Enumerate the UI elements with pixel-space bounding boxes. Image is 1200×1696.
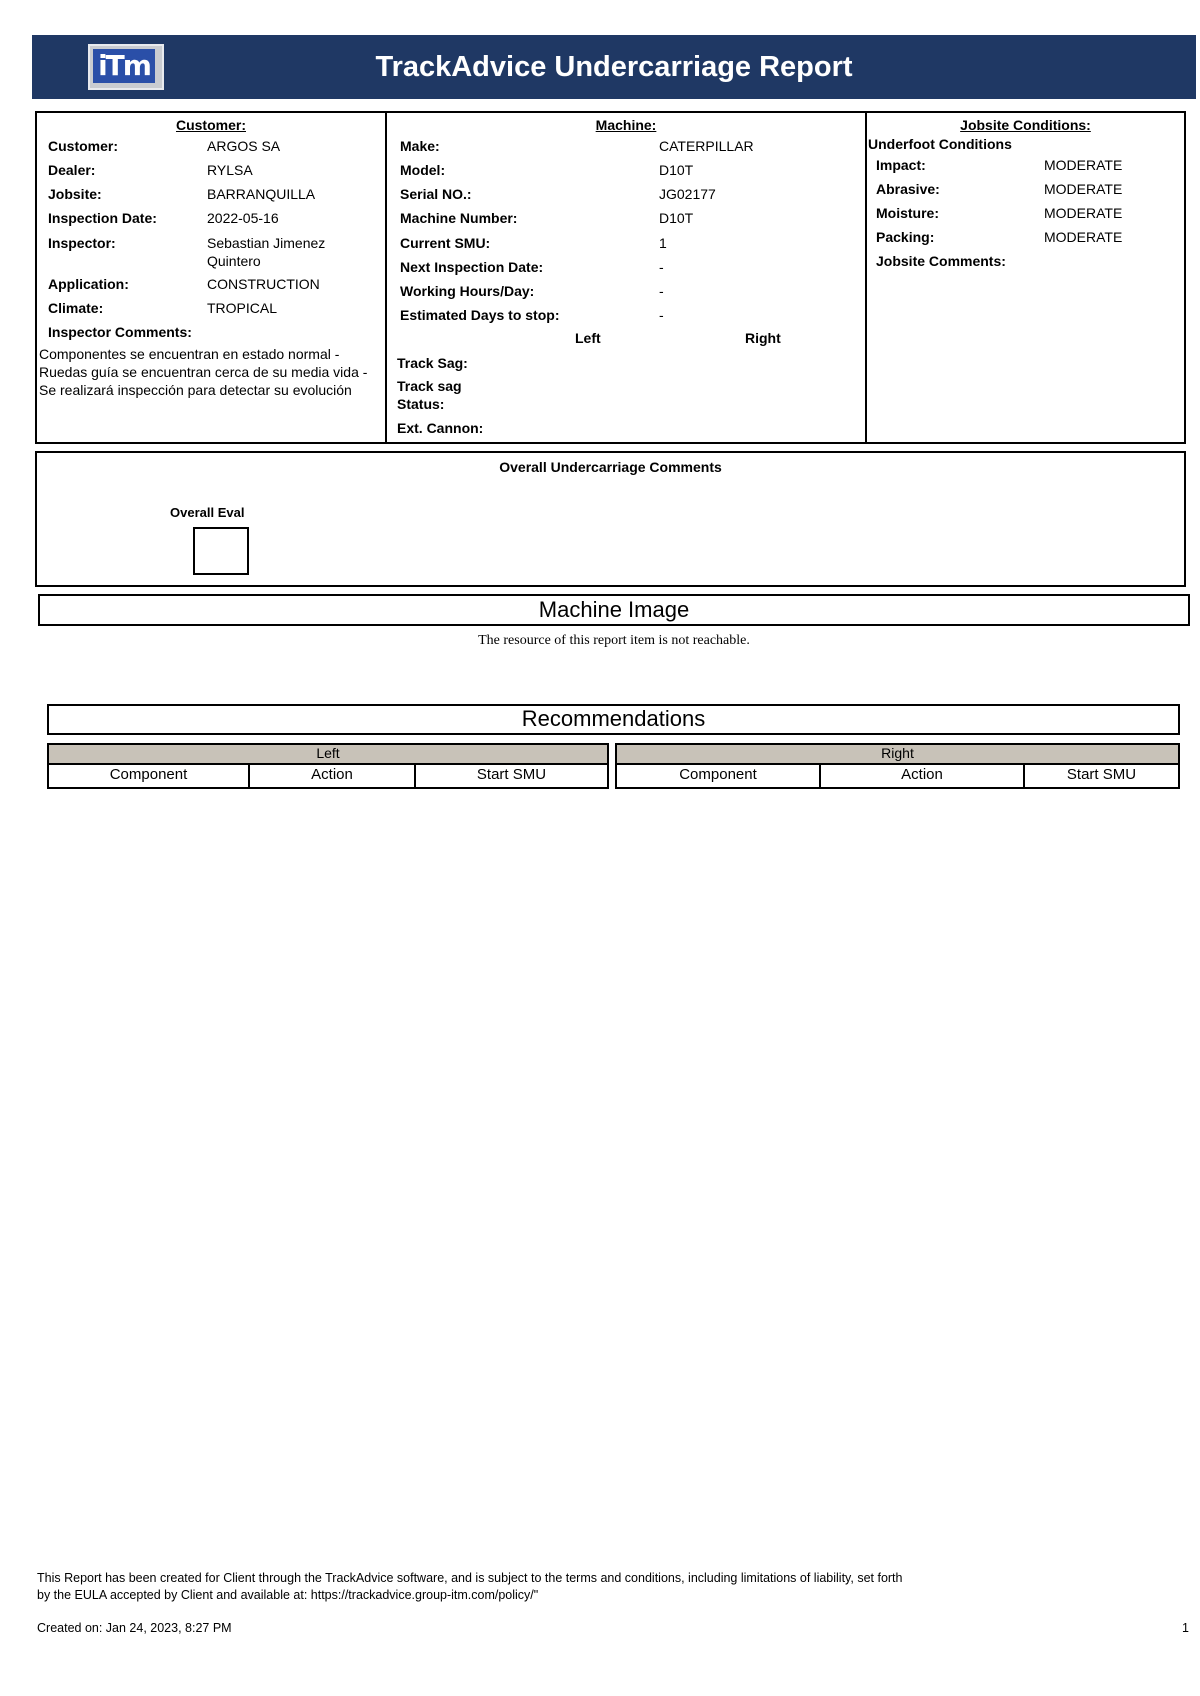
left-component-header: Component: [49, 765, 250, 787]
recommendations-right-columns: [615, 763, 1180, 789]
working-hours-label: Working Hours/Day:: [400, 283, 535, 299]
application-value: CONSTRUCTION: [207, 276, 320, 292]
left-start-smu-header: Start SMU: [476, 766, 547, 783]
estimated-days-label: Estimated Days to stop:: [400, 307, 560, 323]
right-component-header: Component: [617, 765, 821, 787]
inspector-comments: Componentes se encuentran en estado normal - Ruedas guía se encuentran cerca de su media vida - Se realizará inspección para detectar su evolución: [39, 346, 368, 398]
disclaimer-line-2: by the EULA accepted by Client and available at: https://trackadvice.group-itm.com/policy/": [37, 1588, 539, 1602]
make-value: CATERPILLAR: [659, 138, 754, 154]
abrasive-value: MODERATE: [1044, 181, 1123, 197]
make-label: Make:: [400, 138, 440, 154]
ext-cannon-label: Ext. Cannon:: [397, 420, 484, 436]
jobsite-label: Jobsite:: [48, 186, 102, 202]
serial-label: Serial NO.:: [400, 186, 472, 202]
inspection-date-label: Inspection Date:: [48, 210, 157, 226]
right-header: Right: [745, 330, 781, 346]
next-inspection-label: Next Inspection Date:: [400, 259, 544, 275]
packing-label: Packing:: [876, 229, 935, 245]
right-start-smu-header: Start SMU: [1066, 766, 1137, 783]
left-header: Left: [575, 330, 601, 346]
inspection-date-value: 2022-05-16: [207, 210, 279, 226]
track-sag-label: Track Sag:: [397, 355, 468, 371]
machine-section: [385, 111, 867, 444]
inspector-value-line1: Sebastian Jimenez: [207, 235, 326, 251]
machine-image-message: The resource of this report item is not reachable.: [478, 633, 750, 648]
underfoot-conditions-label: Underfoot Conditions: [868, 136, 1012, 152]
track-sag-status-label-line1: Track sag: [397, 378, 462, 394]
overall-eval-box: [193, 527, 249, 575]
machine-number-value: D10T: [659, 210, 694, 226]
climate-value: TROPICAL: [207, 300, 278, 316]
jobsite-section-title: Jobsite Conditions:: [960, 117, 1091, 133]
packing-value: MODERATE: [1044, 229, 1123, 245]
left-action-header: Action: [250, 765, 416, 787]
inspector-label: Inspector:: [48, 235, 116, 251]
climate-label: Climate:: [48, 300, 104, 316]
report-title: TrackAdvice Undercarriage Report: [375, 51, 853, 83]
jobsite-value: BARRANQUILLA: [207, 186, 316, 202]
logo-text: iTm: [93, 49, 155, 83]
dealer-label: Dealer:: [48, 162, 96, 178]
jobsite-comments-label: Jobsite Comments:: [876, 253, 1006, 269]
disclaimer-line-1: This Report has been created for Client through the TrackAdvice software, and is subject to the terms and conditions, including limitations of liability, set forth: [37, 1571, 903, 1585]
model-value: D10T: [659, 162, 694, 178]
estimated-days-value: -: [659, 307, 664, 323]
overall-comments-title: Overall Undercarriage Comments: [499, 459, 722, 475]
customer-section-title: Customer:: [175, 117, 246, 133]
application-label: Application:: [48, 276, 129, 292]
moisture-value: MODERATE: [1044, 205, 1123, 221]
customer-value: ARGOS SA: [207, 138, 281, 154]
customer-label: Customer:: [48, 138, 119, 154]
inspector-comments-label: Inspector Comments:: [48, 324, 192, 340]
machine-number-label: Machine Number:: [400, 210, 518, 226]
right-action-header: Action: [821, 765, 1025, 787]
recommendations-title: Recommendations: [47, 704, 1180, 735]
track-sag-status-label-line2: Status:: [397, 396, 445, 412]
current-smu-label: Current SMU:: [400, 235, 491, 251]
overall-eval-label: Overall Eval: [170, 505, 245, 520]
recommendations-right-header: Right: [615, 743, 1180, 765]
current-smu-value: 1: [659, 235, 667, 251]
machine-image-title: Machine Image: [38, 594, 1190, 626]
inspector-value-line2: Quintero: [207, 253, 261, 269]
machine-section-title: Machine:: [595, 117, 657, 133]
impact-label: Impact:: [876, 157, 926, 173]
page-number: 1: [1182, 1621, 1189, 1635]
working-hours-value: -: [659, 283, 664, 299]
serial-value: JG02177: [659, 186, 716, 202]
created-on: Created on: Jan 24, 2023, 8:27 PM: [37, 1621, 232, 1635]
impact-value: MODERATE: [1044, 157, 1123, 173]
next-inspection-value: -: [659, 259, 664, 275]
moisture-label: Moisture:: [876, 205, 939, 221]
abrasive-label: Abrasive:: [876, 181, 940, 197]
dealer-value: RYLSA: [207, 162, 253, 178]
recommendations-left-columns: [47, 763, 609, 789]
recommendations-left-header: Left: [47, 743, 609, 765]
model-label: Model:: [400, 162, 446, 178]
